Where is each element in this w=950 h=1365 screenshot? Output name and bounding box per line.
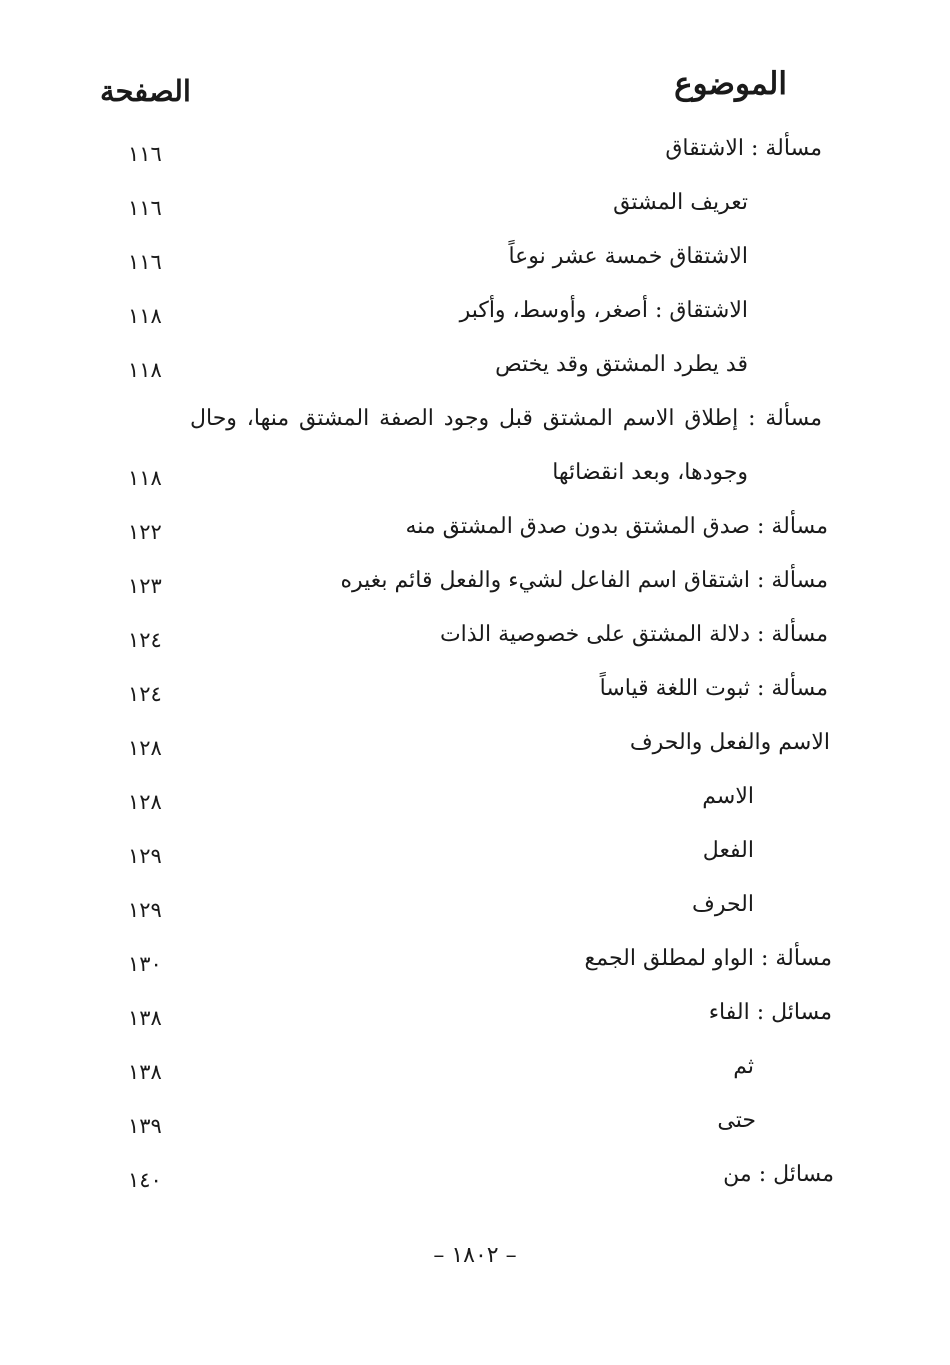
toc-entry-page: ١٢٤	[128, 682, 162, 706]
toc-entry	[0, 1000, 950, 1054]
toc-entry-topic: الاسم والفعل والحرف	[629, 730, 830, 755]
toc-entry-page: ١١٨	[128, 358, 162, 382]
toc-entry-page: ١٤٠	[128, 1168, 162, 1192]
page-number-footer: – ١٨٠٢ –	[433, 1243, 517, 1268]
toc-entry	[0, 838, 950, 892]
toc-entry-page: ١١٨	[128, 466, 162, 490]
toc-entry-topic: الاشتقاق : أصغر، وأوسط، وأكبر	[459, 298, 748, 323]
toc-entry	[0, 784, 950, 838]
toc-entry	[0, 730, 950, 784]
page-column-header: الصفحة	[100, 74, 191, 108]
toc-entry	[0, 1108, 950, 1162]
toc-entry	[0, 1162, 950, 1216]
toc-entry-topic: مسائل : من	[723, 1162, 834, 1187]
toc-entry-topic: وجودها، وبعد انقضائها	[552, 460, 748, 485]
toc-entry	[0, 1054, 950, 1108]
toc-entry-page: ١٢٨	[128, 736, 162, 760]
toc-entry	[0, 190, 950, 244]
toc-entry-topic: تعريف المشتق	[613, 190, 748, 215]
toc-entry-topic: مسألة : صدق المشتق بدون صدق المشتق منه	[405, 514, 828, 539]
toc-entry	[0, 946, 950, 1000]
toc-entry-page: ١٣٨	[128, 1060, 162, 1084]
toc-entry-topic: مسائل : الفاء	[708, 1000, 832, 1025]
toc-entry-page: ١٣٠	[128, 952, 162, 976]
toc-entry-page: ١٢٩	[128, 844, 162, 868]
toc-entry	[0, 406, 950, 460]
toc-entry-topic: قد يطرد المشتق وقد يختص	[495, 352, 748, 377]
toc-entry	[0, 676, 950, 730]
toc-entry-topic: حتى	[717, 1108, 756, 1133]
toc-entry-topic: الاشتقاق خمسة عشر نوعاً	[508, 244, 748, 269]
toc-entry	[0, 460, 950, 514]
toc-entry-page: ١١٨	[128, 304, 162, 328]
toc-entry-topic: مسألة : دلالة المشتق على خصوصية الذات	[439, 622, 828, 647]
toc-entry-topic: مسألة : ثبوت اللغة قياساً	[599, 676, 828, 701]
toc-entry	[0, 622, 950, 676]
toc-entry-page: ١٣٨	[128, 1006, 162, 1030]
toc-entry-topic: مسألة : الاشتقاق	[665, 136, 822, 161]
toc-entry-topic: الفعل	[702, 838, 754, 863]
subject-column-header: الموضوع	[674, 66, 787, 102]
toc-entry-topic: مسألة : الواو لمطلق الجمع	[584, 946, 832, 971]
toc-entry	[0, 514, 950, 568]
toc-entry-topic: ثم	[733, 1054, 754, 1079]
toc-entry-page: ١١٦	[128, 250, 162, 274]
toc-entry-page: ١٣٩	[128, 1114, 162, 1138]
toc-entry-page: ١٢٢	[128, 520, 162, 544]
toc-entry	[0, 298, 950, 352]
toc-entry-page: ١٢٨	[128, 790, 162, 814]
toc-entry	[0, 892, 950, 946]
toc-entry-topic: الحرف	[692, 892, 754, 917]
toc-entry-page: ١٢٣	[128, 574, 162, 598]
toc-entry-topic: مسألة : اشتقاق اسم الفاعل لشيء والفعل قائم بغيره	[340, 568, 828, 593]
toc-entry-page: ١٢٩	[128, 898, 162, 922]
toc-entry-topic: الاسم	[702, 784, 754, 809]
toc-entry-topic: مسألة : إطلاق الاسم المشتق قبل وجود الصفة المشتق منها، وحال	[190, 406, 822, 431]
toc-entry-page: ١١٦	[128, 196, 162, 220]
toc-entry	[0, 136, 950, 190]
toc-entry	[0, 568, 950, 622]
toc-entry	[0, 244, 950, 298]
toc-entry-page: ١١٦	[128, 142, 162, 166]
toc-entry	[0, 352, 950, 406]
toc-entry-page: ١٢٤	[128, 628, 162, 652]
